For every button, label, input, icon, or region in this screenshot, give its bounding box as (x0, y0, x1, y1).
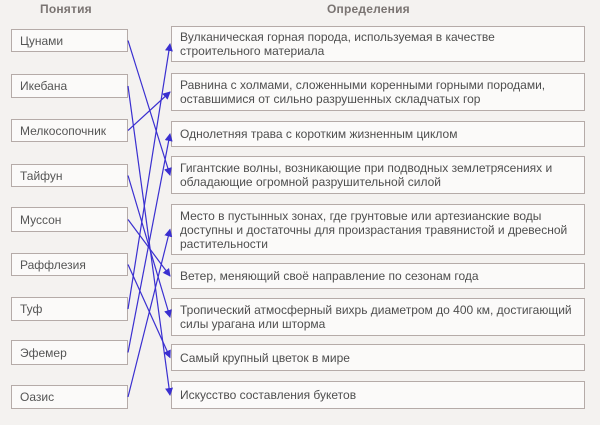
definition-rafflesia[interactable] (171, 344, 585, 371)
match-line (128, 92, 170, 131)
match-line (128, 265, 170, 358)
definition-text: Равнина с холмами, сложенными коренными горными породами, оставшимися от сильно разрушенных складчатых гор (180, 78, 546, 106)
term-typhoon[interactable]: Тайфун (11, 164, 128, 187)
match-line (128, 230, 170, 398)
definition-text: Ветер, меняющий своё направление по сезонам года (180, 269, 479, 283)
definition-typhoon[interactable] (171, 298, 585, 336)
definition-ikebana[interactable] (171, 381, 585, 409)
match-line (128, 134, 170, 353)
definition-text: Искусство составления букетов (180, 388, 357, 402)
definition-text: Тропический атмосферный вихрь диаметром до 400 км, достигающий силы урагана или шторма (180, 303, 572, 331)
term-ikebana[interactable]: Икебана (11, 74, 128, 98)
definition-text: Место в пустынных зонах, где грунтовые или артезианские воды доступны и достаточны для произрастания травянистой и древесной растительности (180, 208, 568, 251)
term-rafflesia[interactable]: Раффлезия (11, 253, 128, 276)
match-line (128, 176, 170, 318)
definition-tsunami[interactable] (171, 156, 585, 194)
terms-header: Понятия (40, 2, 92, 16)
match-line (128, 86, 170, 395)
definition-monsoon[interactable] (171, 263, 585, 289)
definition-oasis[interactable] (171, 204, 585, 255)
term-monsoon[interactable]: Муссон (11, 207, 128, 232)
term-tsunami[interactable]: Цунами (11, 29, 128, 52)
term-ephemer[interactable]: Эфемер (11, 340, 128, 365)
definition-text: Гигантские волны, возникающие при подводных землетрясениях и обладающие огромной разрушительной силой (180, 161, 553, 189)
match-line (128, 41, 170, 176)
definitions-header: Определения (327, 2, 410, 16)
definition-text: Однолетняя трава с коротким жизненным циклом (180, 127, 458, 141)
term-melkosopochnik[interactable]: Мелкосопочник (11, 119, 128, 142)
term-oasis[interactable]: Оазис (11, 385, 128, 409)
match-line (128, 44, 170, 309)
match-line (128, 220, 170, 277)
definition-text: Вулканическая горная порода, используемая в качестве строительного материала (180, 30, 495, 58)
definition-text: Самый крупный цветок в мире (180, 350, 350, 365)
definition-melkosopochnik[interactable] (171, 73, 585, 111)
definition-ephemer[interactable] (171, 121, 585, 147)
definition-tuff[interactable] (171, 26, 585, 62)
term-tuff[interactable]: Туф (11, 297, 128, 321)
